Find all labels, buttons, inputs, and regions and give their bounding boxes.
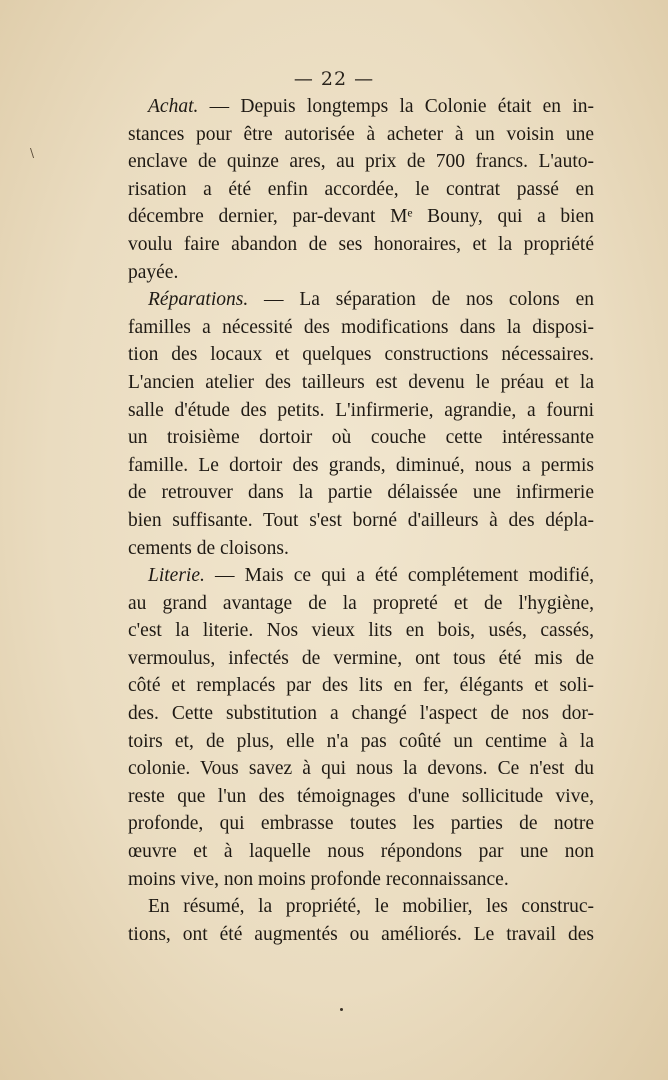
text-line: de retrouver dans la partie délaissée une infirmerie — [128, 482, 594, 504]
text-line: risation a été enfin accordée, le contrat passé en — [128, 178, 594, 200]
text-line: L'ancien atelier des tailleurs est devenu le préau et la — [128, 371, 594, 393]
paragraph-heading-reparations: Réparations. — [148, 289, 249, 311]
text-line: cements de cloisons. — [128, 537, 289, 559]
text-line: salle d'étude des petits. L'infirmerie, agrandie, a fourni — [128, 399, 594, 421]
text-line: bien suffisante. Tout s'est borné d'ailleurs à des dépla- — [128, 509, 594, 531]
text-line: voulu faire abandon de ses honoraires, et la propriété — [128, 233, 594, 255]
text-line: moins vive, non moins profonde reconnaissance. — [128, 868, 509, 890]
text-line: reste que l'un des témoignages d'une sollicitude vive, — [128, 785, 594, 807]
text-line: Literie. — Mais ce qui a été complétement modifié, — [148, 565, 594, 587]
text-line: famille. Le dortoir des grands, diminué, nous a permis — [128, 454, 594, 476]
paragraph-heading-literie: Literie. — [148, 565, 205, 587]
body-text — [128, 93, 594, 948]
text-line: œuvre et à laquelle nous répondons par une non — [128, 841, 594, 863]
text-line: côté et remplacés par des lits en fer, élégants et soli- — [128, 675, 594, 697]
page-number: — 22 — — [293, 68, 375, 90]
margin-mark: \ — [30, 146, 35, 160]
text-line: c'est la literie. Nos vieux lits en bois, usés, cassés, — [128, 620, 594, 642]
text-line: stances pour être autorisée à acheter à un voisin une — [128, 123, 594, 145]
text-line: Réparations. — La séparation de nos colons en — [148, 289, 594, 311]
text-line: tion des locaux et quelques constructions nécessaires. — [128, 344, 594, 366]
text-line: familles a nécessité des modifications dans la disposi- — [128, 316, 594, 338]
text-line: Achat. — Depuis longtemps la Colonie était en in- — [148, 96, 594, 117]
text-line: En résumé, la propriété, le mobilier, les construc- — [148, 896, 594, 918]
paragraph-heading-achat: Achat. — [148, 96, 199, 117]
text-line: toirs et, de plus, elle n'a pas coûté un centime à la — [128, 730, 594, 752]
text-line: des. Cette substitution a changé l'aspect de nos dor- — [128, 703, 594, 725]
text-line: enclave de quinze ares, au prix de 700 francs. L'auto- — [128, 151, 594, 173]
text-line: profonde, qui embrasse toutes les parties de notre — [128, 813, 594, 835]
text-line: colonie. Vous savez à qui nous la devons. Ce n'est du — [128, 758, 594, 780]
ink-dot — [340, 1008, 343, 1011]
text-line: un troisième dortoir où couche cette intéressante — [128, 427, 594, 449]
text-line: payée. — [128, 261, 179, 283]
text-line: au grand avantage de la propreté et de l'hygiène, — [128, 592, 594, 614]
text-line: vermoulus, infectés de vermine, ont tous été mis de — [128, 647, 594, 669]
text-line: tions, ont été augmentés ou améliorés. Le travail des — [128, 923, 594, 945]
text-line: décembre dernier, par-devant Mᵉ Bouny, qui a bien — [128, 206, 594, 228]
